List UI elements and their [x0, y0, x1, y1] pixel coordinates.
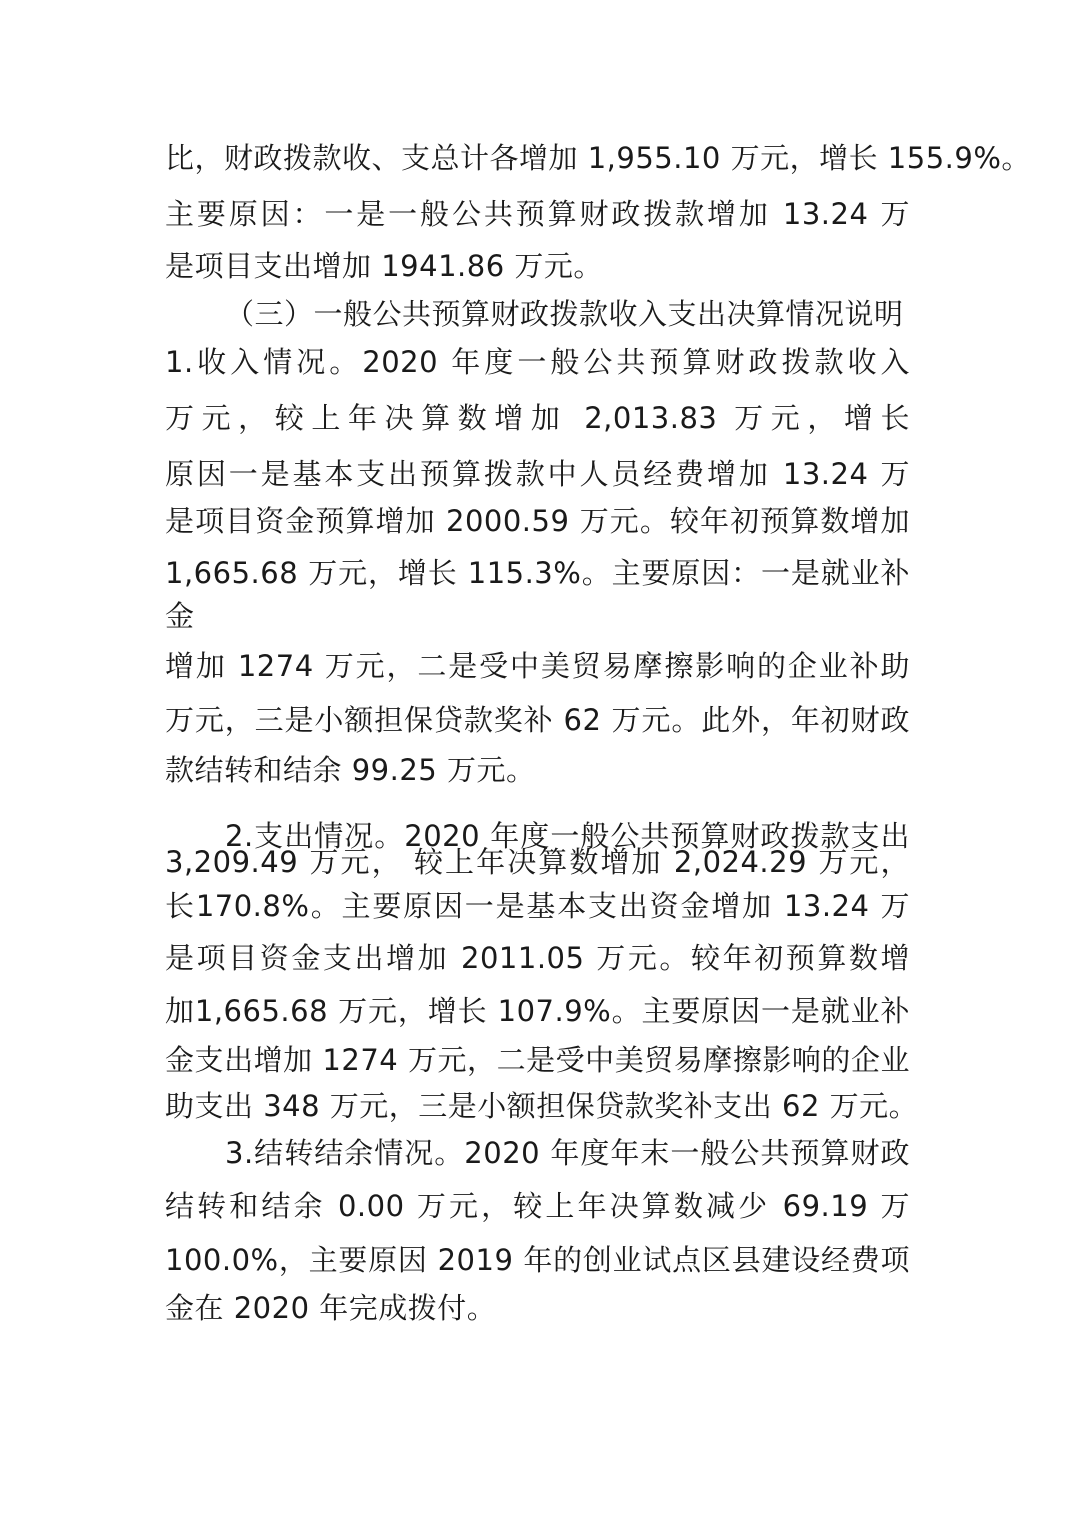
text-line: 是项目资金预算增加 2000.59 万元。较年初预算数增加 [165, 504, 910, 538]
text-line: 是项目支出增加 1941.86 万元。 [165, 249, 603, 283]
text-line: 100.0%，主要原因 2019 年的创业试点区县建设经费项 [165, 1243, 910, 1277]
text-line: 比，财政拨款收、支总计各增加 1,955.10 万元，增长 155.9%。 [165, 141, 1031, 175]
text-line: （三）一般公共预算财政拨款收入支出决算情况说明 [225, 297, 904, 331]
text-line: 2.支出情况。2020 年度一般公共预算财政拨款支出 [225, 819, 910, 853]
text-line: 原因一是基本支出预算拨款中人员经费增加 13.24 万 [165, 457, 910, 491]
text-line: 万元，三是小额担保贷款奖补 62 万元。此外，年初财政 [165, 703, 910, 737]
text-line: 1.收入情况。2020 年度一般公共预算财政拨款收入 [165, 345, 910, 379]
text-line: 主要原因：一是一般公共预算财政拨款增加 13.24 万 [165, 197, 910, 231]
text-line: 助支出 348 万元，三是小额担保贷款奖补支出 62 万元。 [165, 1089, 919, 1123]
text-line: 结转和结余 0.00 万元，较上年决算数减少 69.19 万 [165, 1189, 910, 1223]
text-line: 长170.8%。主要原因一是基本支出资金增加 13.24 万 [165, 889, 910, 923]
text-line: 金在 2020 年完成拨付。 [165, 1291, 497, 1325]
text-line: 3,209.49 万元， 较上年决算数增加 2,024.29 万元， [165, 845, 910, 879]
text-line: 3.结转结余情况。2020 年度年末一般公共预算财政 [225, 1136, 910, 1170]
text-line: 是项目资金支出增加 2011.05 万元。较年初预算数增 [165, 941, 910, 975]
text-line: 金 [165, 599, 195, 633]
text-line: 万元，较上年决算数增加 2,013.83 万元，增长 [165, 401, 910, 435]
text-line: 1,665.68 万元，增长 115.3%。主要原因：一是就业补 [165, 556, 910, 590]
text-line: 增加 1274 万元，二是受中美贸易摩擦影响的企业补助 [165, 649, 910, 683]
text-line: 款结转和结余 99.25 万元。 [165, 753, 536, 787]
text-line: 金支出增加 1274 万元，二是受中美贸易摩擦影响的企业 [165, 1043, 910, 1077]
text-line: 加1,665.68 万元，增长 107.9%。主要原因一是就业补 [165, 994, 910, 1028]
